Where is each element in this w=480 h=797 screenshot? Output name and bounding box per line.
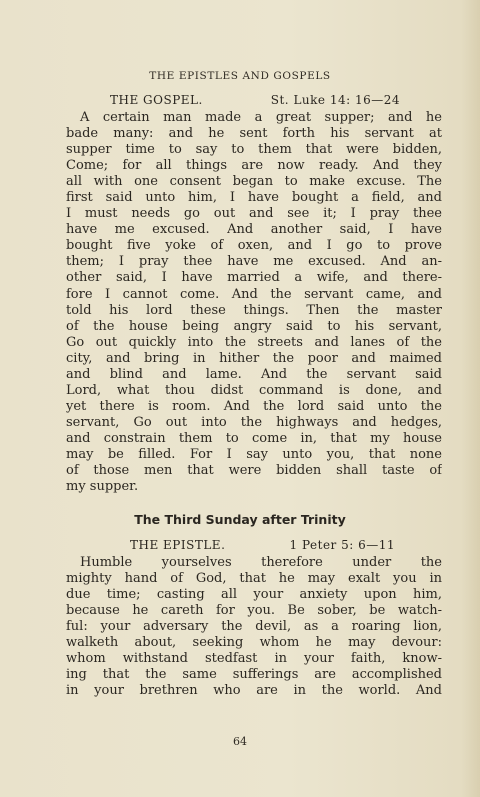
gospel-line: told his lord these things. Then the master [66, 302, 442, 318]
gospel-line: first said unto him, I have bought a field, and [66, 190, 442, 206]
gospel-line: supper time to say to them that were bidden, [66, 142, 442, 158]
running-head: THE EPISTLES AND GOSPELS [149, 70, 331, 82]
gospel-line: other said, I have married a wife, and there- [66, 270, 442, 286]
gospel-line: my supper. [66, 479, 139, 495]
sunday-title: The Third Sunday after Trinity [134, 512, 346, 527]
gospel-heading: THE GOSPEL. [110, 93, 203, 107]
epistle-line: due time; casting all your anxiety upon him, [66, 587, 442, 603]
gospel-line: all with one consent began to make excuse. The [66, 174, 442, 190]
gospel-line: bought five yoke of oxen, and I go to prove [66, 238, 442, 254]
gospel-line: fore I cannot come. And the servant came, and [66, 286, 442, 302]
gospel-line: A certain man made a great supper; and he [80, 110, 442, 125]
epistle-reference: 1 Peter 5: 6—11 [289, 538, 395, 552]
gospel-line: bade many: and he sent forth his servant at [66, 126, 442, 142]
gospel-line: may be filled. For I say unto you, that none [66, 446, 442, 462]
epistle-line: in your brethren who are in the world. And [66, 683, 442, 699]
epistle-line: mighty hand of God, that he may exalt you in [66, 571, 442, 587]
gospel-line: of those men that were bidden shall taste of [66, 463, 442, 479]
epistle-line: Humble yourselves therefore under the [80, 555, 442, 570]
gospel-line: Lord, what thou didst command is done, and [66, 382, 442, 398]
epistle-heading: THE EPISTLE. [130, 538, 226, 552]
gospel-line: yet there is room. And the lord said unto the [66, 398, 442, 414]
gospel-line: Go out quickly into the streets and lanes of the [66, 334, 442, 350]
gospel-line: I must needs go out and see it; I pray thee [66, 206, 442, 222]
gospel-line: and blind and lame. And the servant said [66, 366, 442, 382]
gospel-line: servant, Go out into the highways and hedges, [66, 414, 442, 430]
gospel-line: Come; for all things are now ready. And they [66, 158, 442, 174]
epistle-line: whom withstand stedfast in your faith, know- [66, 651, 442, 667]
gospel-line: them; I pray thee have me excused. And an- [66, 254, 442, 270]
epistle-heading-row [130, 538, 395, 552]
epistle-line: ful: your adversary the devil, as a roaring lion, [66, 619, 442, 635]
gospel-reference: St. Luke 14: 16—24 [270, 93, 400, 107]
epistle-line: ing that the same sufferings are accomplished [66, 667, 442, 683]
gospel-heading-row [110, 93, 400, 107]
gospel-line: have me excused. And another said, I have [66, 222, 442, 238]
epistle-text [66, 555, 442, 699]
gospel-line: city, and bring in hither the poor and maimed [66, 350, 442, 366]
epistle-line: walketh about, seeking whom he may devour: [66, 635, 442, 651]
gospel-line: and constrain them to come in, that my house [66, 430, 442, 446]
gospel-line: of the house being angry said to his servant, [66, 318, 442, 334]
epistle-line: because he careth for you. Be sober, be watch- [66, 603, 442, 619]
page-number: 64 [233, 735, 247, 748]
gospel-text [66, 110, 442, 495]
